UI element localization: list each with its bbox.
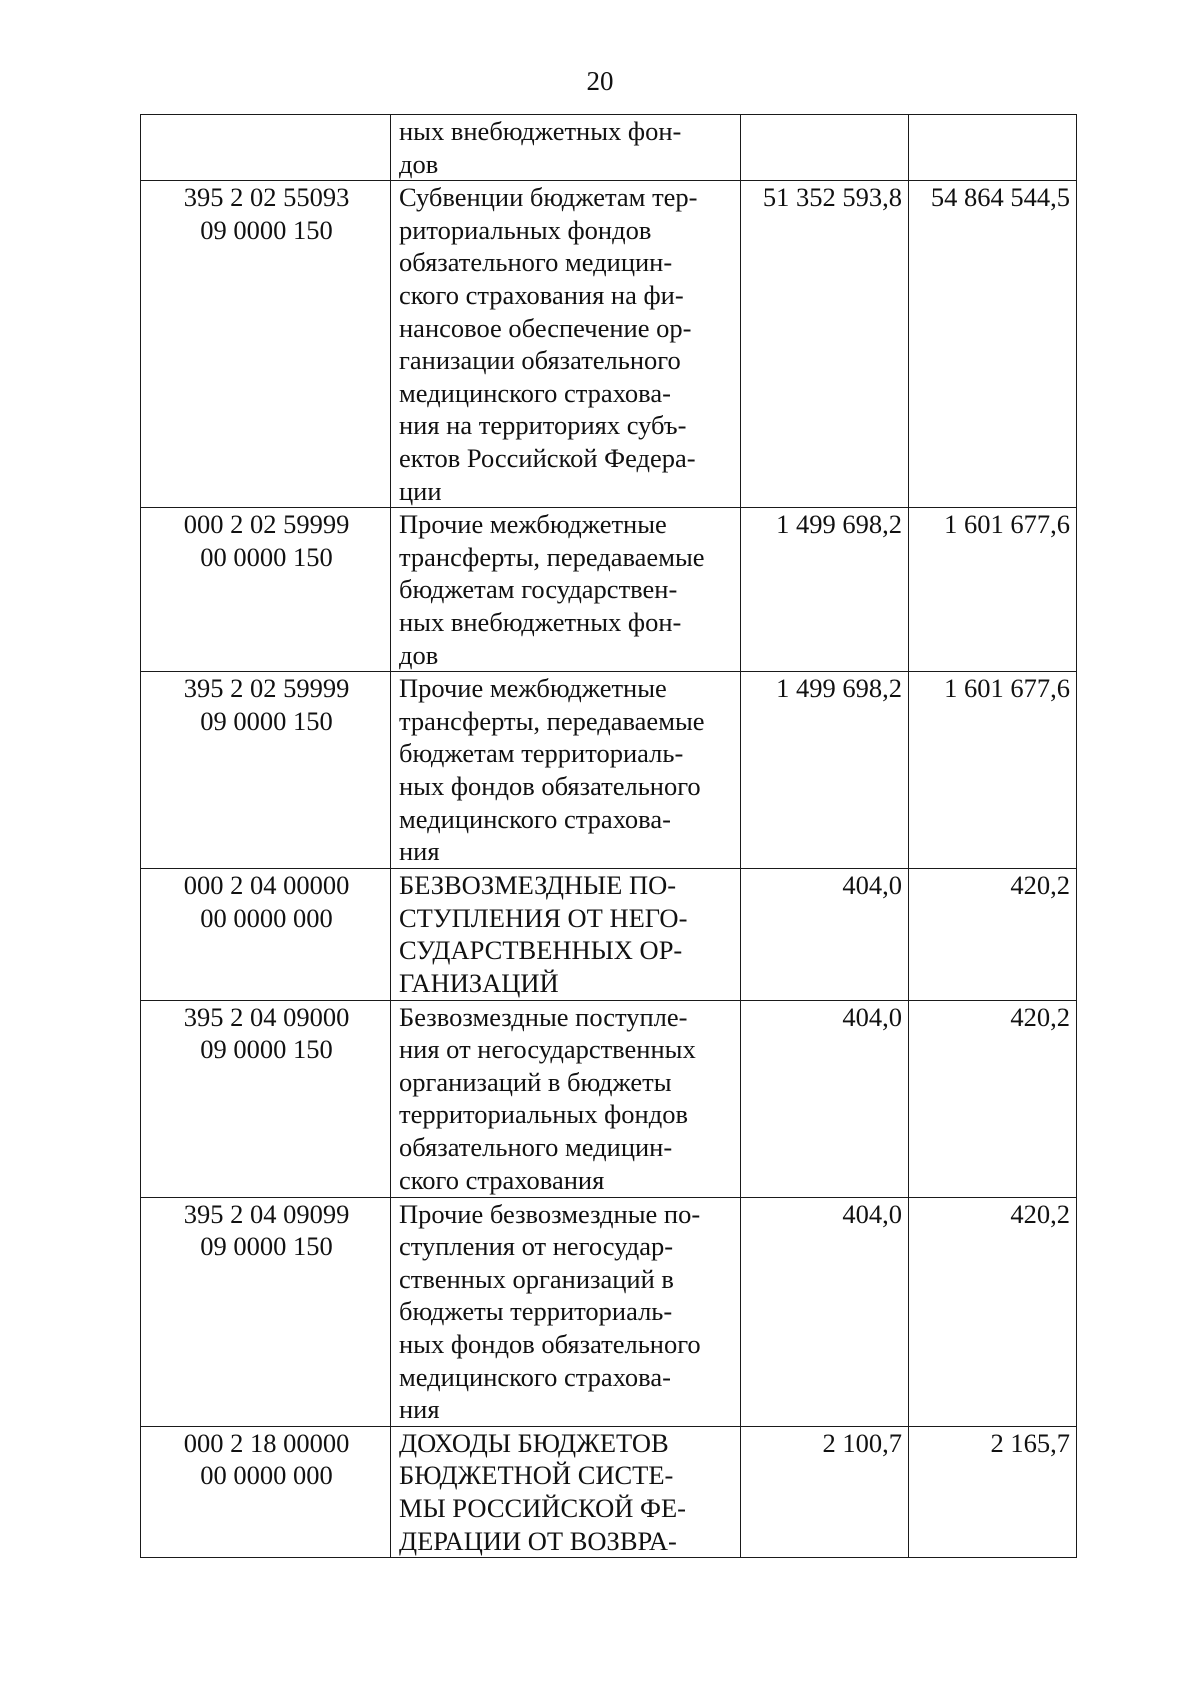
item-name-line: медицинского страхова-: [399, 803, 671, 834]
item-name-line: ганизации обязательного: [399, 345, 681, 376]
amount-year-2-cell: 1 601 677,6: [909, 508, 1077, 672]
classification-code-cell: [141, 115, 391, 181]
classification-code-cell: [141, 869, 391, 1000]
item-name-line: Субвенции бюджетам тер-: [399, 182, 698, 213]
classification-code-cell: [141, 181, 391, 508]
code-line: 09 0000 150: [200, 1231, 333, 1262]
item-name-line: трансферты, передаваемые: [399, 541, 705, 572]
amount-year-1-cell: 51 352 593,8: [741, 181, 909, 508]
item-name-cell: [391, 672, 741, 869]
item-name-line: ции: [399, 475, 442, 506]
amount-year-1-cell: 1 499 698,2: [741, 672, 909, 869]
item-name-line: ния: [399, 1394, 440, 1425]
table-row: [141, 1197, 1077, 1426]
item-name-line: ДОХОДЫ БЮДЖЕТОВ: [399, 1427, 669, 1458]
item-name-line: ных внебюджетных фон-: [399, 116, 682, 146]
item-name-line: обязательного медицин-: [399, 1131, 673, 1162]
amount-year-2-cell: [909, 115, 1077, 181]
page-number: 20: [586, 66, 614, 96]
item-name-line: трансферты, передаваемые: [399, 705, 705, 736]
item-name-line: ных фондов обязательного: [399, 770, 701, 801]
amount-year-1-cell: [741, 115, 909, 181]
item-name-cell: [391, 1426, 741, 1557]
item-name-cell: [391, 181, 741, 508]
code-line: 09 0000 150: [200, 214, 333, 245]
table-row: [141, 672, 1077, 869]
amount-year-2-cell: 54 864 544,5: [909, 181, 1077, 508]
item-name-line: Прочие межбюджетные: [399, 509, 667, 540]
code-line: 000 2 18 00000: [183, 1427, 350, 1458]
item-name-line: БЕЗВОЗМЕЗДНЫЕ ПО-: [399, 870, 677, 901]
item-name-line: дов: [399, 148, 439, 179]
item-name-line: Прочие безвозмездные по-: [399, 1198, 701, 1229]
item-name-line: территориальных фондов: [399, 1099, 688, 1130]
classification-code-cell: [141, 1000, 391, 1197]
item-name-line: ных фондов обязательного: [399, 1328, 701, 1359]
code-line: 000 2 04 00000: [183, 870, 350, 901]
code-line: 09 0000 150: [200, 705, 333, 736]
item-name-cell: [391, 1000, 741, 1197]
item-name-line: риториальных фондов: [399, 214, 652, 245]
item-name-line: СУДАРСТВЕННЫХ ОР-: [399, 935, 683, 966]
code-line: 395 2 02 59999: [183, 673, 350, 704]
item-name-line: бюджетам государствен-: [399, 574, 678, 605]
code-line: 395 2 04 09099: [183, 1198, 350, 1229]
item-name-cell: [391, 869, 741, 1000]
item-name-cell: [391, 115, 741, 181]
table-row: [141, 508, 1077, 672]
item-name-line: организаций в бюджеты: [399, 1066, 672, 1097]
budget-revenue-table: [140, 114, 1077, 1558]
item-name-line: ных внебюджетных фон-: [399, 606, 682, 637]
classification-code-cell: [141, 1197, 391, 1426]
item-name-line: ского страхования на фи-: [399, 279, 684, 310]
code-line: 00 0000 150: [200, 541, 333, 572]
item-name-line: медицинского страхова-: [399, 1361, 671, 1392]
classification-code-cell: [141, 672, 391, 869]
table-row: [141, 1000, 1077, 1197]
amount-year-1-cell: 404,0: [741, 869, 909, 1000]
item-name-line: ГАНИЗАЦИЙ: [399, 967, 559, 998]
code-line: 09 0000 150: [200, 1034, 333, 1065]
item-name-line: ступления от негосудар-: [399, 1231, 674, 1262]
amount-year-2-cell: 420,2: [909, 1000, 1077, 1197]
amount-year-1-cell: 404,0: [741, 1000, 909, 1197]
item-name-line: ния от негосударственных: [399, 1034, 696, 1065]
item-name-line: СТУПЛЕНИЯ ОТ НЕГО-: [399, 902, 688, 933]
item-name-line: ния: [399, 836, 440, 867]
item-name-line: БЮДЖЕТНОЙ СИСТЕ-: [399, 1460, 674, 1491]
item-name-line: медицинского страхова-: [399, 377, 671, 408]
classification-code-cell: [141, 1426, 391, 1557]
amount-year-1-cell: 2 100,7: [741, 1426, 909, 1557]
item-name-cell: [391, 1197, 741, 1426]
classification-code-cell: [141, 508, 391, 672]
amount-year-2-cell: 420,2: [909, 869, 1077, 1000]
item-name-line: бюджетам территориаль-: [399, 738, 684, 769]
code-line: 000 2 02 59999: [183, 509, 350, 540]
item-name-line: ДЕРАЦИИ ОТ ВОЗВРА-: [399, 1525, 677, 1556]
item-name-line: Безвозмездные поступле-: [399, 1001, 688, 1032]
table-row: [141, 1426, 1077, 1557]
item-name-line: ния на территориях субъ-: [399, 410, 687, 441]
table-row: [141, 115, 1077, 181]
item-name-line: МЫ РОССИЙСКОЙ ФЕ-: [399, 1492, 686, 1523]
item-name-line: бюджеты территориаль-: [399, 1296, 673, 1327]
item-name-line: нансовое обеспечение ор-: [399, 312, 692, 343]
item-name-line: обязательного медицин-: [399, 247, 673, 278]
code-line: 00 0000 000: [200, 1460, 333, 1491]
item-name-line: ского страхования: [399, 1164, 605, 1195]
amount-year-2-cell: 1 601 677,6: [909, 672, 1077, 869]
amount-year-2-cell: 2 165,7: [909, 1426, 1077, 1557]
table-row: [141, 869, 1077, 1000]
item-name-line: Прочие межбюджетные: [399, 673, 667, 704]
code-line: 395 2 04 09000: [183, 1001, 350, 1032]
code-line: 00 0000 000: [200, 902, 333, 933]
table-row: [141, 181, 1077, 508]
item-name-line: ственных организаций в: [399, 1263, 674, 1294]
amount-year-1-cell: 404,0: [741, 1197, 909, 1426]
amount-year-2-cell: 420,2: [909, 1197, 1077, 1426]
item-name-cell: [391, 508, 741, 672]
amount-year-1-cell: 1 499 698,2: [741, 508, 909, 672]
item-name-line: дов: [399, 639, 439, 670]
item-name-line: ектов Российской Федера-: [399, 442, 696, 473]
code-line: 395 2 02 55093: [183, 182, 350, 213]
